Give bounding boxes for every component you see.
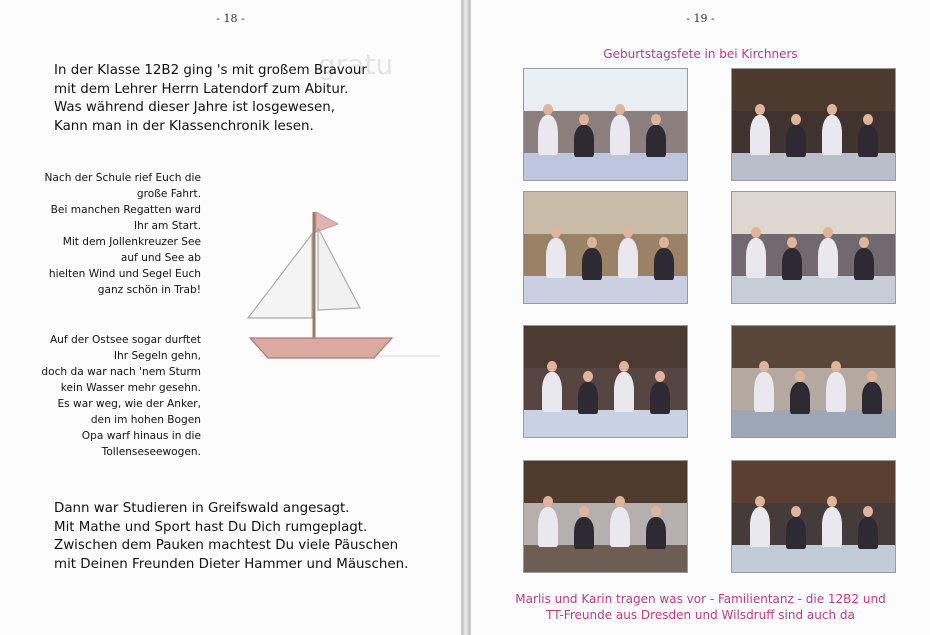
photo-figure — [862, 382, 882, 414]
photo-figure — [618, 238, 638, 278]
photo-figure-head — [547, 361, 557, 372]
photo-figure-head — [623, 227, 633, 238]
photo-figure — [542, 372, 562, 412]
party-photo-3 — [523, 191, 688, 304]
photo-figure — [610, 115, 630, 155]
verse-line: Ihr am Start. — [134, 220, 201, 232]
verse-line: Zwischen dem Pauken machtest Du viele Päuschen — [54, 538, 399, 554]
verse-line: mit dem Lehrer Herrn Latendorf zum Abitur. — [54, 81, 349, 97]
photo-table-band — [732, 410, 895, 437]
party-photo-4 — [731, 191, 896, 304]
verse-line: mit Deinen Freunden Dieter Hammer und Mäuschen. — [54, 556, 409, 572]
verse-line: Opa warf hinaus in die — [81, 430, 201, 442]
verse-line: ganz schön in Trab! — [97, 284, 201, 296]
verse-line: Kann man in der Klassenchronik lesen. — [54, 118, 314, 134]
photo-figure — [818, 238, 838, 278]
verse-line: Nach der Schule rief Euch die — [44, 172, 201, 184]
party-photo-6 — [731, 325, 896, 438]
party-photo-5 — [523, 325, 688, 438]
photo-figure — [782, 248, 802, 280]
photo-figure — [822, 115, 842, 155]
photo-figure — [854, 248, 874, 280]
page-number-left: - 18 - — [216, 12, 245, 25]
photo-table-band — [524, 153, 687, 180]
photo-figure-head — [863, 114, 873, 125]
photo-figure-head — [619, 361, 629, 372]
photo-figure-head — [791, 114, 801, 125]
photo-table-band — [732, 276, 895, 303]
verse-line: Mit Mathe und Sport hast Du Dich rumgeplagt. — [54, 519, 368, 535]
verse-line: Bei manchen Regatten ward — [50, 204, 201, 216]
photo-figure-head — [751, 227, 761, 238]
photo-figure-head — [755, 496, 765, 507]
photo-figure-head — [791, 506, 801, 517]
photo-figure — [578, 382, 598, 414]
photo-figure-head — [587, 237, 597, 248]
photo-figure-head — [823, 227, 833, 238]
photo-figure-head — [659, 237, 669, 248]
photo-figure — [538, 507, 558, 547]
photo-figure — [754, 372, 774, 412]
photo-figure-head — [551, 227, 561, 238]
photo-figure-head — [831, 361, 841, 372]
verse-line: große Fahrt. — [136, 188, 201, 200]
photo-figure-head — [615, 496, 625, 507]
verse-line: kein Wasser mehr gesehn. — [60, 382, 201, 394]
sailing-stanza-1 — [31, 154, 201, 314]
photo-figure-head — [787, 237, 797, 248]
photo-figure-head — [795, 371, 805, 382]
photo-figure — [858, 517, 878, 549]
show-through-text: gratu — [318, 48, 394, 81]
photo-figure — [582, 248, 602, 280]
sailing-stanza-2 — [28, 316, 201, 476]
party-photo-8 — [731, 460, 896, 573]
verse-line: Was während dieser Jahre ist losgewesen, — [54, 100, 335, 116]
verse-line: Dann war Studieren in Greifswald angesagt. — [54, 501, 350, 517]
photo-figure — [650, 382, 670, 414]
photo-figure — [826, 372, 846, 412]
verse-line: In der Klasse 12B2 ging 's mit großem Bravour — [54, 63, 367, 79]
photo-figure — [822, 507, 842, 547]
photo-caption-top: Geburtstagsfete in bei Kirchners — [603, 47, 798, 61]
photo-caption-bottom — [471, 591, 930, 623]
photo-table-band — [524, 410, 687, 437]
verse-line: Auf der Ostsee sogar durftet — [49, 334, 201, 346]
photo-figure — [746, 238, 766, 278]
photo-figure — [786, 125, 806, 157]
photo-table-band — [732, 153, 895, 180]
photo-figure — [574, 517, 594, 549]
photo-figure — [750, 115, 770, 155]
verse-line: Ihr Segeln gehn, — [113, 350, 201, 362]
right-page — [470, 0, 930, 635]
caption-line: TT-Freunde aus Dresden und Wilsdruff sind auch da — [546, 608, 855, 622]
photo-figure-head — [651, 506, 661, 517]
verse-line: auf und See ab — [120, 252, 201, 264]
photo-figure-head — [827, 496, 837, 507]
page-number-right: - 19 - — [686, 12, 715, 25]
photo-figure-head — [543, 104, 553, 115]
photo-table-band — [732, 545, 895, 572]
photo-table-band — [524, 545, 687, 572]
photo-figure-head — [867, 371, 877, 382]
photo-figure-head — [651, 114, 661, 125]
caption-line: Marlis und Karin tragen was vor - Familientanz - die 12B2 und — [515, 592, 886, 606]
book-gutter — [462, 0, 470, 635]
party-photo-7 — [523, 460, 688, 573]
photo-figure-head — [655, 371, 665, 382]
verse-line: Mit dem Jollenkreuzer See — [62, 236, 201, 248]
photo-figure-head — [615, 104, 625, 115]
verse-line: hielten Wind und Segel Euch — [48, 268, 201, 280]
photo-figure-head — [543, 496, 553, 507]
left-page — [0, 0, 462, 635]
photo-figure-head — [859, 237, 869, 248]
party-photo-1 — [523, 68, 688, 181]
verse-line: doch da war nach 'nem Sturm — [41, 366, 201, 378]
photo-figure-head — [579, 114, 589, 125]
photo-figure — [610, 507, 630, 547]
photo-figure-head — [583, 371, 593, 382]
photo-figure — [614, 372, 634, 412]
photo-table-band — [524, 276, 687, 303]
photo-figure — [538, 115, 558, 155]
photo-figure-head — [759, 361, 769, 372]
photo-figure — [750, 507, 770, 547]
photo-figure — [786, 517, 806, 549]
photo-figure-head — [579, 506, 589, 517]
photo-figure-head — [827, 104, 837, 115]
photo-figure-head — [755, 104, 765, 115]
outro-verse — [37, 482, 408, 592]
sailboat-drawing — [240, 200, 400, 370]
intro-verse — [37, 44, 367, 154]
photo-figure — [574, 125, 594, 157]
photo-figure — [858, 125, 878, 157]
photo-figure — [646, 125, 666, 157]
photo-figure-head — [863, 506, 873, 517]
verse-line: den im hohen Bogen — [90, 414, 201, 426]
photo-figure — [790, 382, 810, 414]
verse-line: Tollenseseewogen. — [101, 446, 201, 458]
photo-figure — [646, 517, 666, 549]
party-photo-2 — [731, 68, 896, 181]
photo-figure — [654, 248, 674, 280]
verse-line: Es war weg, wie der Anker, — [57, 398, 201, 410]
photo-figure — [546, 238, 566, 278]
